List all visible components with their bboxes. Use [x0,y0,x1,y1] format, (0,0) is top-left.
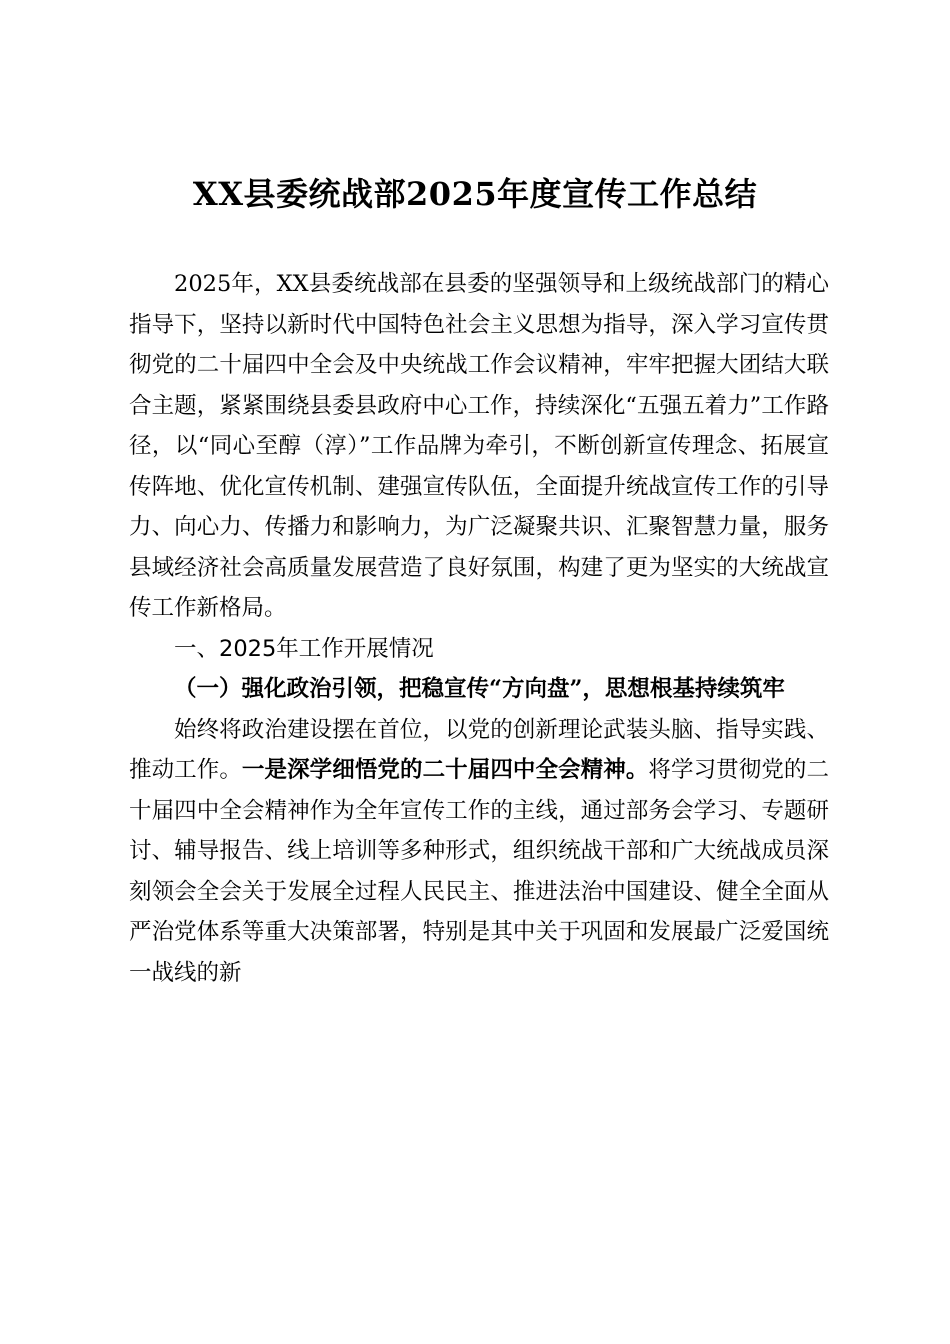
paragraph-2 [129,710,829,994]
paragraph-2-bold-lead: 一是深学细悟党的二十届四中全会精神。 [241,757,649,783]
intro-paragraph: 2025年，XX县委统战部在县委的坚强领导和上级统战部门的精心指导下，坚持以新时代中国特色社会主义思想为指导，深入学习宣传贯彻党的二十届四中全会及中央统战工作会议精神，牢牢把握大团结大联合主题，紧紧围绕县委县政府中心工作，持续深化“五强五着力”工作路径，以“同心至醇（淳）”工作品牌为牵引，不断创新宣传理念、拓展宣传阵地、优化宣传机制、建强宣传队伍，全面提升统战宣传工作的引导力、向心力、传播力和影响力，为广泛凝聚共识、汇聚智慧力量，服务县域经济社会高质量发展营造了良好氛围，构建了更为坚实的大统战宣传工作新格局。 [129,271,829,621]
document-title: XX县委统战部2025年度宣传工作总结 [192,175,758,213]
paragraph-2-text-b: 将学习贯彻党的二十届四中全会精神作为全年宣传工作的主线，通过部务会学习、专题研讨、辅导报告、线上培训等多种形式，组织统战干部和广大统战成员深刻领会全会关于发展全过程人民民主、推进法治中国建设、健全全面从严治党体系等重大决策部署，特别是其中关于巩固和发展最广泛爱国统一战线的新 [129,757,829,986]
paragraph-2-text-a: 始终将政治建设摆在首位，以党的创新理论武装头脑、指导实践、推动工作。 [129,716,829,783]
subsection-heading-1: （一）强化政治引领，把稳宣传“方向盘”，思想根基持续筑牢 [174,676,785,702]
document-body [129,264,829,993]
section-heading-1: 一、2025年工作开展情况 [174,635,434,662]
